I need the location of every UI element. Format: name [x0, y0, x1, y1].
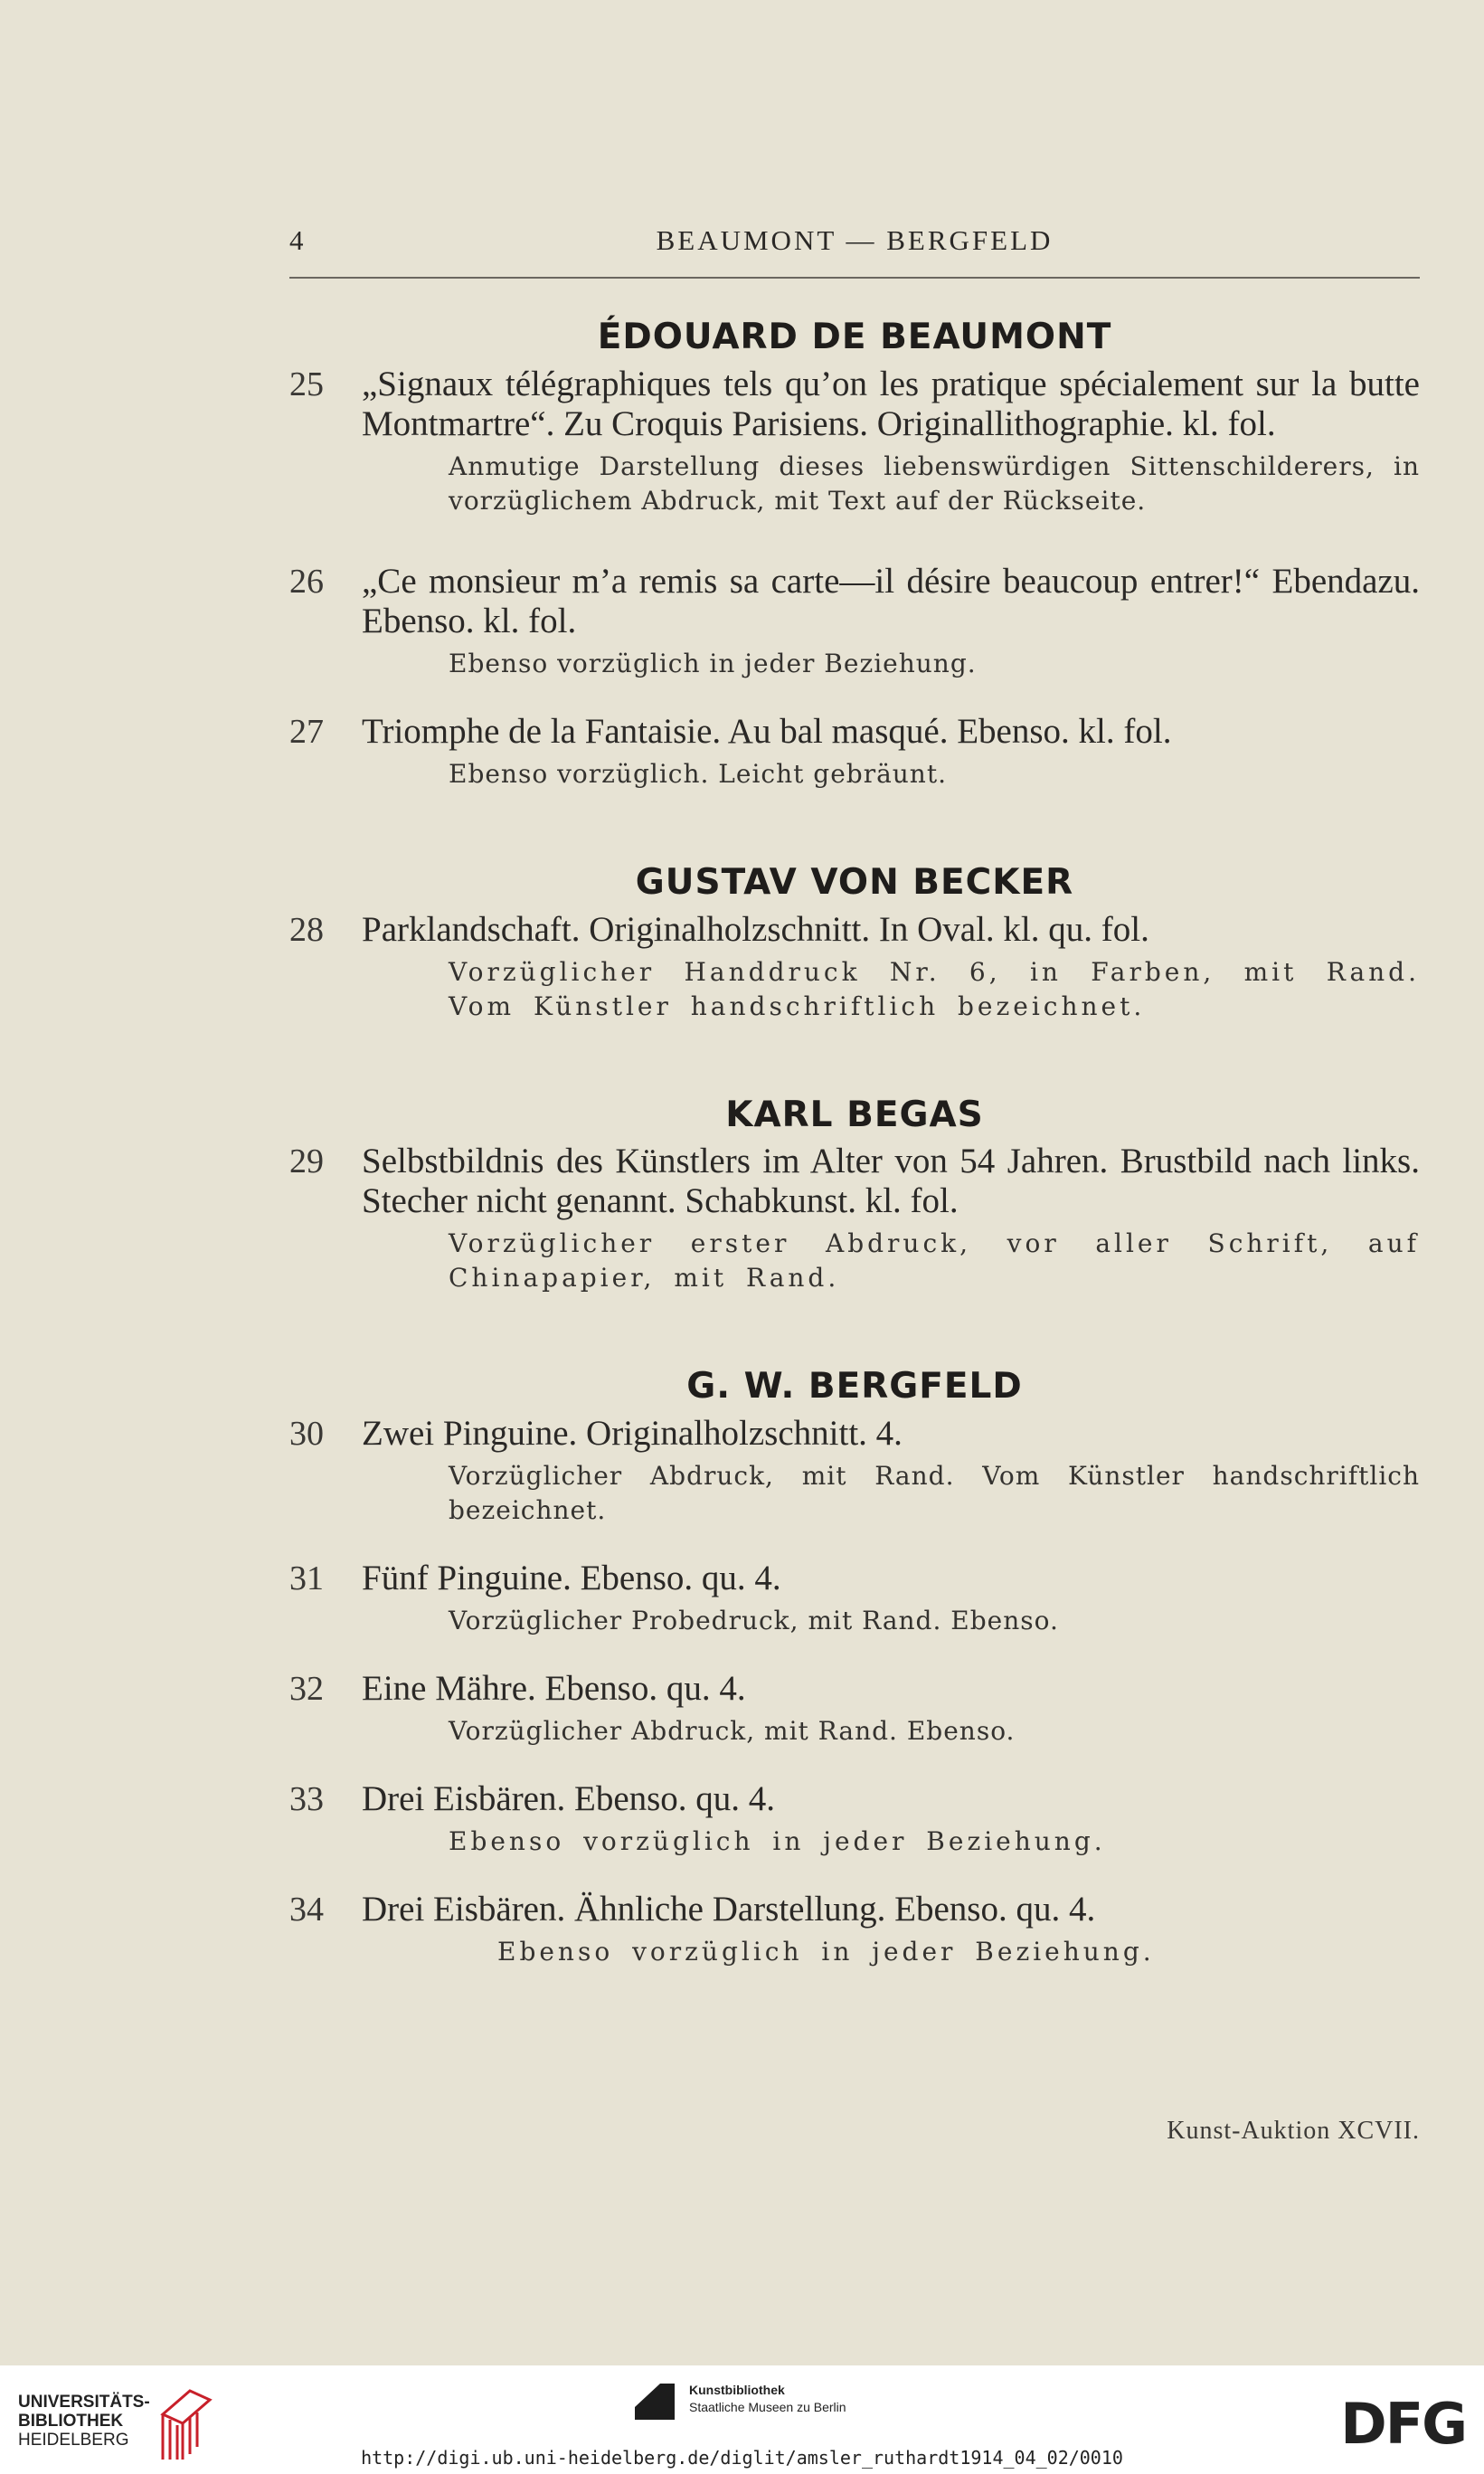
- entry-number: 34: [289, 1891, 324, 1929]
- entry-number: 28: [289, 910, 324, 949]
- permalink-url[interactable]: http://digi.ub.uni-heidelberg.de/diglit/amsler_ruthardt1914_04_02/0010: [361, 2447, 1123, 2469]
- entry-number: 25: [289, 365, 324, 403]
- section-becker: [289, 862, 1420, 1024]
- kunstbibliothek-icon: [633, 2380, 676, 2423]
- ub-line-1: UNIVERSITÄTS-: [18, 2393, 150, 2412]
- artist-heading: KARL BEGAS: [725, 1094, 984, 1135]
- section-begas: [289, 1095, 1420, 1296]
- entry-note: Vorzüglicher erster Abdruck, vor aller Schrift, auf Chinapapier, mit Rand.: [449, 1228, 1420, 1294]
- entry-title: Selbstbildnis des Künstlers im Alter von 54 Jahren. Brustbild nach links. Stecher nicht genannt. Schabkunst. kl. fol.: [362, 1142, 1420, 1221]
- entry-number: 30: [289, 1415, 324, 1454]
- catalog-entry: [289, 712, 1420, 791]
- entry-number: 31: [289, 1559, 324, 1598]
- entry-number: 26: [289, 562, 324, 601]
- library-banner: [0, 2365, 1484, 2474]
- artist-heading: ÉDOUARD DE BEAUMONT: [597, 317, 1112, 357]
- section-beaumont: [289, 317, 1420, 791]
- ub-line-2: BIBLIOTHEK: [18, 2412, 124, 2431]
- catalog-footer-mark: Kunst-Auktion XCVII.: [1167, 2117, 1420, 2145]
- entry-note: Vorzüglicher Abdruck, mit Rand. Ebenso.: [449, 1716, 1016, 1747]
- ub-line-3: HEIDELBERG: [18, 2431, 129, 2450]
- kb-line-1: Kunstbibliothek: [689, 2383, 785, 2397]
- artist-heading: G. W. BERGFELD: [686, 1366, 1023, 1408]
- dfg-logo[interactable]: DFG: [1340, 2391, 1466, 2457]
- catalog-content: [289, 317, 1420, 1969]
- catalog-entry: [289, 1414, 1420, 1528]
- catalog-entry: [289, 1142, 1420, 1295]
- entry-title: „Ce monsieur m’a remis sa carte—il désire beaucoup entrer!“ Ebendazu. Ebenso. kl. fol.: [362, 561, 1420, 640]
- header-rule: [289, 277, 1420, 279]
- running-title: BEAUMONT — BERGFELD: [656, 224, 1054, 256]
- entry-number: 33: [289, 1780, 324, 1819]
- entry-number: 27: [289, 712, 324, 751]
- kb-line-2: Staatliche Museen zu Berlin: [689, 2400, 846, 2414]
- entry-number: 32: [289, 1670, 324, 1709]
- entry-note: Anmutige Darstellung dieses liebenswürdigen Sittenschilderers, in vorzüglichem Abdruck, mit Text auf der Rückseite.: [449, 450, 1420, 516]
- ub-logo-text: [18, 2393, 150, 2450]
- catalog-entry: [289, 1559, 1420, 1638]
- entry-note: Vorzüglicher Probedruck, mit Rand. Ebenso.: [449, 1606, 1059, 1636]
- entry-title: Triomphe de la Fantaisie. Au bal masqué. Ebenso. kl. fol.: [362, 711, 1172, 751]
- catalog-entry: [289, 1890, 1420, 1969]
- catalog-entry: [289, 1669, 1420, 1749]
- entry-note: Ebenso vorzüglich in jeder Beziehung.: [449, 1826, 1106, 1857]
- kunstbibliothek-logo[interactable]: [633, 2374, 868, 2429]
- entry-note: Ebenso vorzüglich in jeder Beziehung.: [449, 648, 977, 678]
- entry-title: Parklandschaft. Originalholzschnitt. In Oval. kl. qu. fol.: [362, 909, 1149, 949]
- entry-title: „Signaux télégraphiques tels qu’on les pratique spécialement sur la butte Montmartre“. Zu Croquis Parisiens. Originallithographie. kl. fol.: [362, 364, 1420, 443]
- entry-note: Ebenso vorzüglich. Leicht gebräunt.: [449, 758, 947, 789]
- catalog-entry: [289, 365, 1420, 518]
- entry-title: Drei Eisbären. Ebenso. qu. 4.: [362, 1779, 776, 1819]
- running-head: [289, 224, 1420, 264]
- catalog-entry: [289, 1779, 1420, 1859]
- page-number: 4: [289, 224, 305, 256]
- catalog-entry: [289, 562, 1420, 681]
- entry-title: Drei Eisbären. Ähnliche Darstellung. Ebenso. qu. 4.: [362, 1890, 1096, 1929]
- entry-number: 29: [289, 1142, 324, 1181]
- catalog-entry: [289, 910, 1420, 1024]
- entry-title: Eine Mähre. Ebenso. qu. 4.: [362, 1669, 746, 1709]
- artist-heading: GUSTAV VON BECKER: [635, 861, 1074, 903]
- entry-title: Fünf Pinguine. Ebenso. qu. 4.: [362, 1559, 781, 1598]
- entry-note: Ebenso vorzüglich in jeder Beziehung.: [497, 1937, 1155, 1967]
- kunstbibliothek-text: [689, 2382, 846, 2416]
- section-bergfeld: [289, 1366, 1420, 1969]
- entry-title: Zwei Pinguine. Originalholzschnitt. 4.: [362, 1414, 903, 1454]
- entry-note: Vorzüglicher Handdruck Nr. 6, in Farben, mit Rand. Vom Künstler handschriftlich bezeichnet.: [449, 956, 1420, 1021]
- entry-note: Vorzüglicher Abdruck, mit Rand. Vom Künstler handschriftlich bezeichnet.: [449, 1461, 1420, 1526]
